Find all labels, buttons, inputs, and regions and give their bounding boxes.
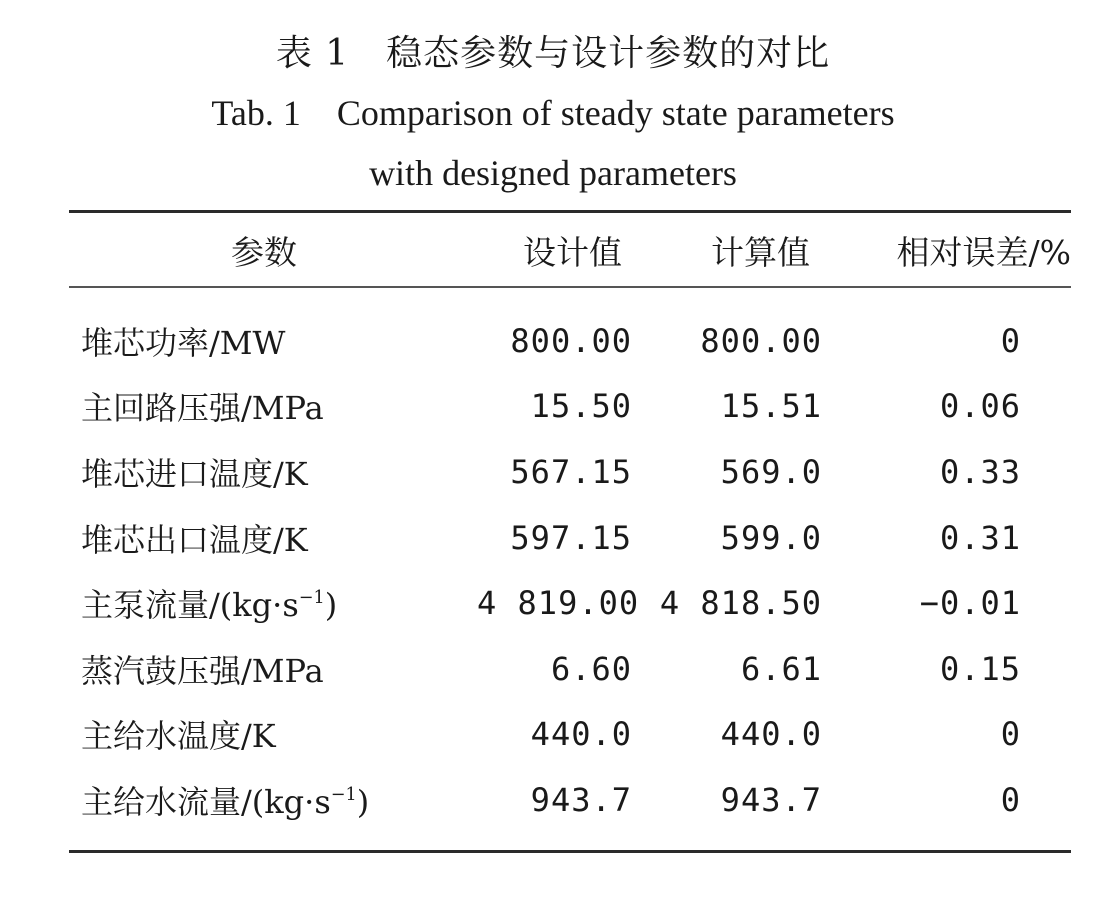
design-value-cell: 440.0 [530,715,632,754]
design-value-cell: 15.50 [530,387,632,426]
param-cell: 堆芯出口温度/K [81,520,308,559]
header-param: 参数 [231,232,297,272]
table-bottom-rule [69,850,1071,853]
calculated-value-cell: 569.0 [720,452,822,491]
table-row [69,505,1071,571]
table-caption-zh: 表 1 稳态参数与设计参数的对比 [275,33,831,74]
param-cell: 主回路压强/MPa [81,389,324,428]
table-body [69,308,1071,833]
param-exponent: −1 [330,784,357,805]
calculated-value-cell: 6.61 [740,649,822,688]
relative-error-cell: 0 [1000,715,1021,754]
calculated-value-cell: 800.00 [700,321,822,360]
calculated-value-cell: 943.7 [720,780,822,819]
param-cell [69,767,477,833]
param-closing: ) [324,586,338,625]
param-text: 主给水流量/(kg·s [81,782,331,821]
calculated-value-cell: 15.51 [720,387,822,426]
header-row [69,216,1071,284]
param-cell: 堆芯功率/MW [81,323,286,362]
calculated-value-cell: 4 818.50 [659,584,822,623]
design-value-cell: 4 819.00 [477,584,640,623]
table-caption-en-line1: Tab. 1 Comparison of steady state parameters [211,93,895,133]
table-row [69,308,1071,374]
param-closing: ) [356,782,370,821]
table-row [69,702,1071,768]
design-value-cell: 943.7 [530,780,632,819]
table-row [69,570,1071,636]
relative-error-cell: 0.31 [939,518,1021,557]
design-value-cell: 6.60 [550,649,632,688]
header-design-value: 设计值 [523,232,622,272]
table-row [69,767,1071,833]
param-cell [69,570,477,636]
calculated-value-cell: 440.0 [720,715,822,754]
param-cell: 主给水温度/K [81,717,276,756]
relative-error-cell: 0.06 [939,387,1021,426]
header-calculated-value: 计算值 [711,232,810,272]
table-row [69,439,1071,505]
table-caption-en-line2: with designed parameters [369,153,737,193]
design-value-cell: 800.00 [510,321,632,360]
param-cell: 蒸汽鼓压强/MPa [81,651,324,690]
param-cell: 堆芯进口温度/K [81,454,308,493]
table-header-rule [69,286,1071,288]
calculated-value-cell: 599.0 [720,518,822,557]
table-row [69,374,1071,440]
relative-error-cell: 0 [1000,780,1021,819]
table-row [69,636,1071,702]
param-text: 主泵流量/(kg·s [81,586,299,625]
param-exponent: −1 [298,587,325,608]
design-value-cell: 567.15 [510,452,632,491]
design-value-cell: 597.15 [510,518,632,557]
table-top-rule [69,210,1071,213]
table-header [69,216,1071,284]
relative-error-cell: 0.33 [939,452,1021,491]
relative-error-cell: −0.01 [919,584,1021,623]
relative-error-cell: 0.15 [939,649,1021,688]
relative-error-cell: 0 [1000,321,1021,360]
header-relative-error: 相对误差/% [896,232,1071,272]
